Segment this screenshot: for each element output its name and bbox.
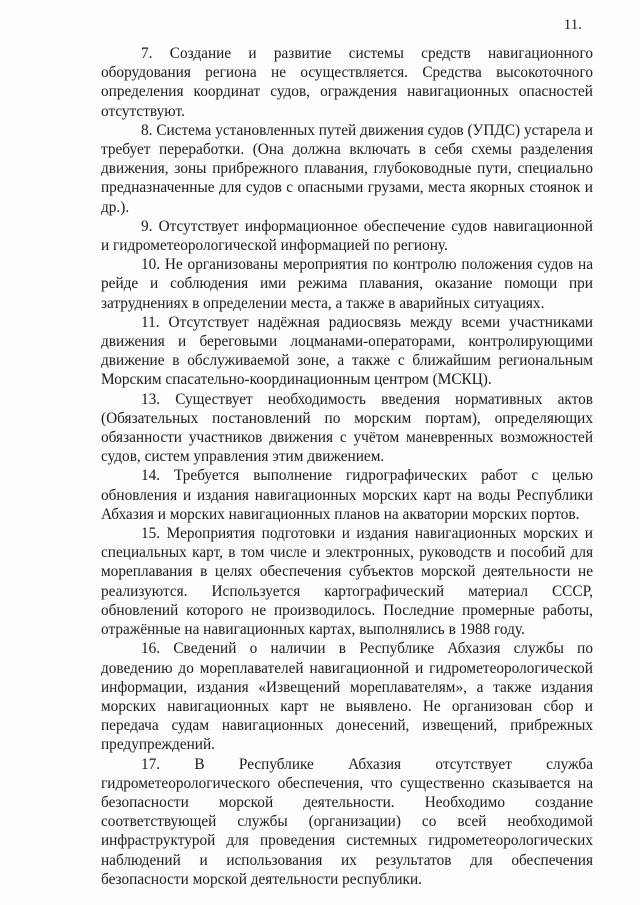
page-number: 11.: [563, 17, 582, 33]
paragraph-item-7: 7. Создание и развитие системы средств навигационного оборудования региона не осуществляется. Средства высокоточного определения координат судов, ограждения навигационных опасностей отсутствуют.: [101, 45, 593, 120]
paragraph-item-14: 14. Требуется выполнение гидрографических работ с целью обновления и издания навигационных морских карт на воды Республики Абхазия и морских навигационных планов на акватории морских портов.: [101, 467, 593, 523]
paragraph-item-10: 10. Не организованы мероприятия по контролю положения судов на рейде и соблюдения ими режима плавания, оказание помощи при затруднениях в определении места, а также в аварийных ситуациях.: [101, 256, 593, 312]
paragraph-item-17: 17. В Республике Абхазия отсутствует служба гидрометеорологического обеспечения, что существенно сказывается на безопасности морской деятельности. Необходимо создание соответствующей службы (организации) со всей необходимой инфраструктурой для проведения системных гидрометеорологических наблюдений и использования их результатов для обеспечения безопасности морской деятельности республики.: [101, 755, 593, 888]
document-body: [101, 44, 593, 889]
paragraph-item-9: 9. Отсутствует информационное обеспечение судов навигационной и гидрометеорологической информацией по региону.: [101, 217, 593, 255]
paragraph-item-11: 11. Отсутствует надёжная радиосвязь между всеми участниками движения и береговыми лоцманами-операторами, контролирующими движение в обслуживаемой зоне, а также с ближайшим региональным Морским спасательно-координационным центром (МСКЦ).: [101, 313, 593, 389]
paragraph-item-8: 8. Система установленных путей движения судов (УПДС) устарела и требует переработки. (Она должна включать в себя схемы разделения движения, зоны прибрежного плавания, глубоководные пути, специально предназначенные для судов с опасными грузами, места якорных стоянок и др.).: [101, 121, 593, 216]
paragraph-item-15: 15. Мероприятия подготовки и издания навигационных морских и специальных карт, в том числе и электронных, руководств и пособий для мореплавания в целях обеспечения субъектов морской деятельности не реализуются. Используется картографический материал СССР, обновлений которого не производилось. Последние промерные работы, отражённые на навигационных картах, выполнялись в 1988 году.: [101, 525, 593, 639]
paragraph-item-16: 16. Сведений о наличии в Республике Абхазия службы по доведению до мореплавателей навигационной и гидрометеорологической информации, издания «Извещений мореплавателям», а также издания морских навигационных карт не выявлено. Не организован сбор и передача судам навигационных донесений, извещений, прибрежных предупреждений.: [101, 640, 593, 754]
paragraph-item-13: 13. Существует необходимость введения нормативных актов (Обязательных постановлений по морским портам), определяющих обязанности участников движения с учётом маневренных возможностей судов, систем управления этим движением.: [101, 390, 593, 466]
